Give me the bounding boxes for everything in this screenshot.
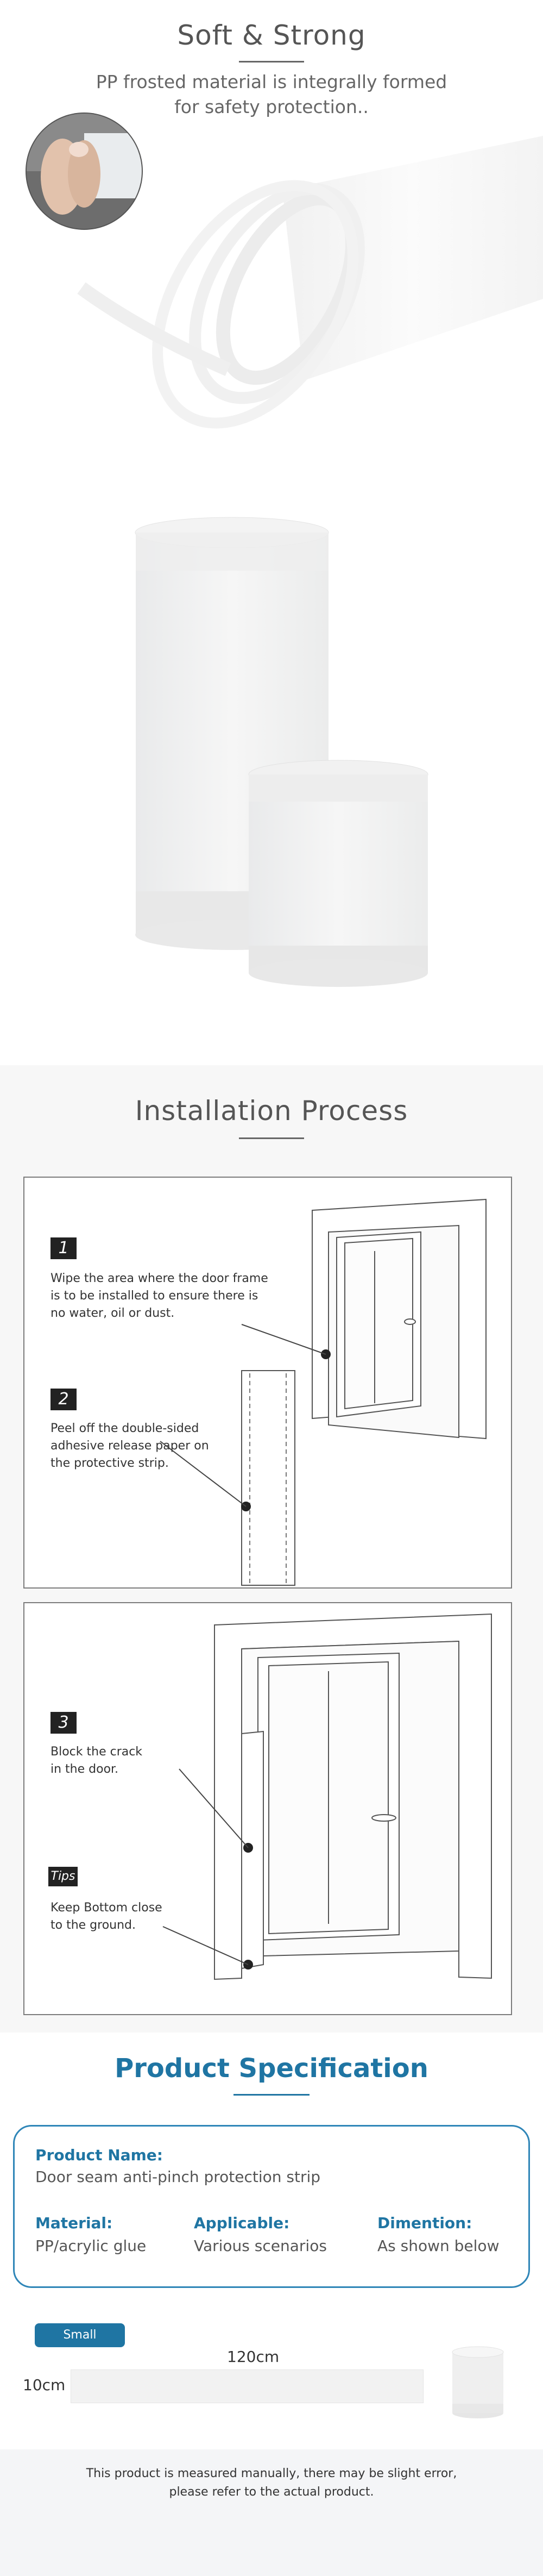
step-2-line: the protective strip. <box>50 1456 169 1470</box>
dimention-label: Dimention: <box>377 2214 472 2232</box>
length-label: 120cm <box>227 2348 280 2366</box>
step-3-badge: 3 <box>50 1712 77 1734</box>
applicable-label: Applicable: <box>194 2214 290 2232</box>
install-panel-steps-1-2 <box>23 1177 512 1589</box>
spec-card <box>13 2125 530 2288</box>
material-value: PP/acrylic glue <box>35 2237 147 2255</box>
step-3-line: Block the crack <box>50 1745 143 1759</box>
installation-title-rule <box>239 1137 304 1139</box>
soft-strong-subtitle-line1: PP frosted material is integrally formed <box>96 71 447 92</box>
step-1-badge: 1 <box>50 1237 77 1259</box>
door-strip-diagram <box>24 1603 511 2014</box>
step-2-line: Peel off the double-sided <box>50 1422 199 1435</box>
note-line-2: please refer to the actual product. <box>169 2485 374 2499</box>
soft-strong-title: Soft & Strong <box>177 20 366 51</box>
spec-title-rule <box>233 2094 310 2096</box>
tips-line: Keep Bottom close <box>50 1901 162 1915</box>
note-line-1: This product is measured manually, there may be slight error, <box>86 2467 457 2480</box>
product-name-value: Door seam anti-pinch protection strip <box>35 2168 321 2186</box>
strip-rolls-image <box>0 511 543 1022</box>
step-2-badge: 2 <box>50 1389 77 1410</box>
door-frame-diagram <box>24 1178 511 1587</box>
step-3-line: in the door. <box>50 1762 119 1776</box>
soft-strong-subtitle-line2: for safety protection.. <box>174 96 369 117</box>
title-rule <box>239 61 304 62</box>
step-1-line: Wipe the area where the door frame <box>50 1272 268 1285</box>
step-1-line: no water, oil or dust. <box>50 1306 175 1320</box>
soft-strong-section <box>0 0 543 1065</box>
step-2-line: adhesive release paper on <box>50 1439 209 1453</box>
small-roll-image <box>448 2341 508 2423</box>
material-label: Material: <box>35 2214 113 2232</box>
install-panel-step-3-tips <box>23 1602 512 2015</box>
measurement-note <box>0 2465 543 2502</box>
tips-line: to the ground. <box>50 1918 136 1932</box>
product-name-label: Product Name: <box>35 2146 163 2164</box>
finger-detail-photo <box>24 111 144 231</box>
tips-badge: Tips <box>48 1867 78 1886</box>
size-badge-small: Small <box>35 2323 125 2347</box>
spec-title: Product Specification <box>115 2053 428 2084</box>
applicable-value: Various scenarios <box>194 2237 327 2255</box>
specification-section <box>0 2033 543 2576</box>
width-label: 10cm <box>23 2376 66 2394</box>
installation-title: Installation Process <box>135 1095 408 1127</box>
dimention-value: As shown below <box>377 2237 500 2255</box>
strip-dimension-drawing <box>71 2369 424 2403</box>
installation-section <box>0 1065 543 2033</box>
step-1-line: is to be installed to ensure there is <box>50 1289 258 1303</box>
